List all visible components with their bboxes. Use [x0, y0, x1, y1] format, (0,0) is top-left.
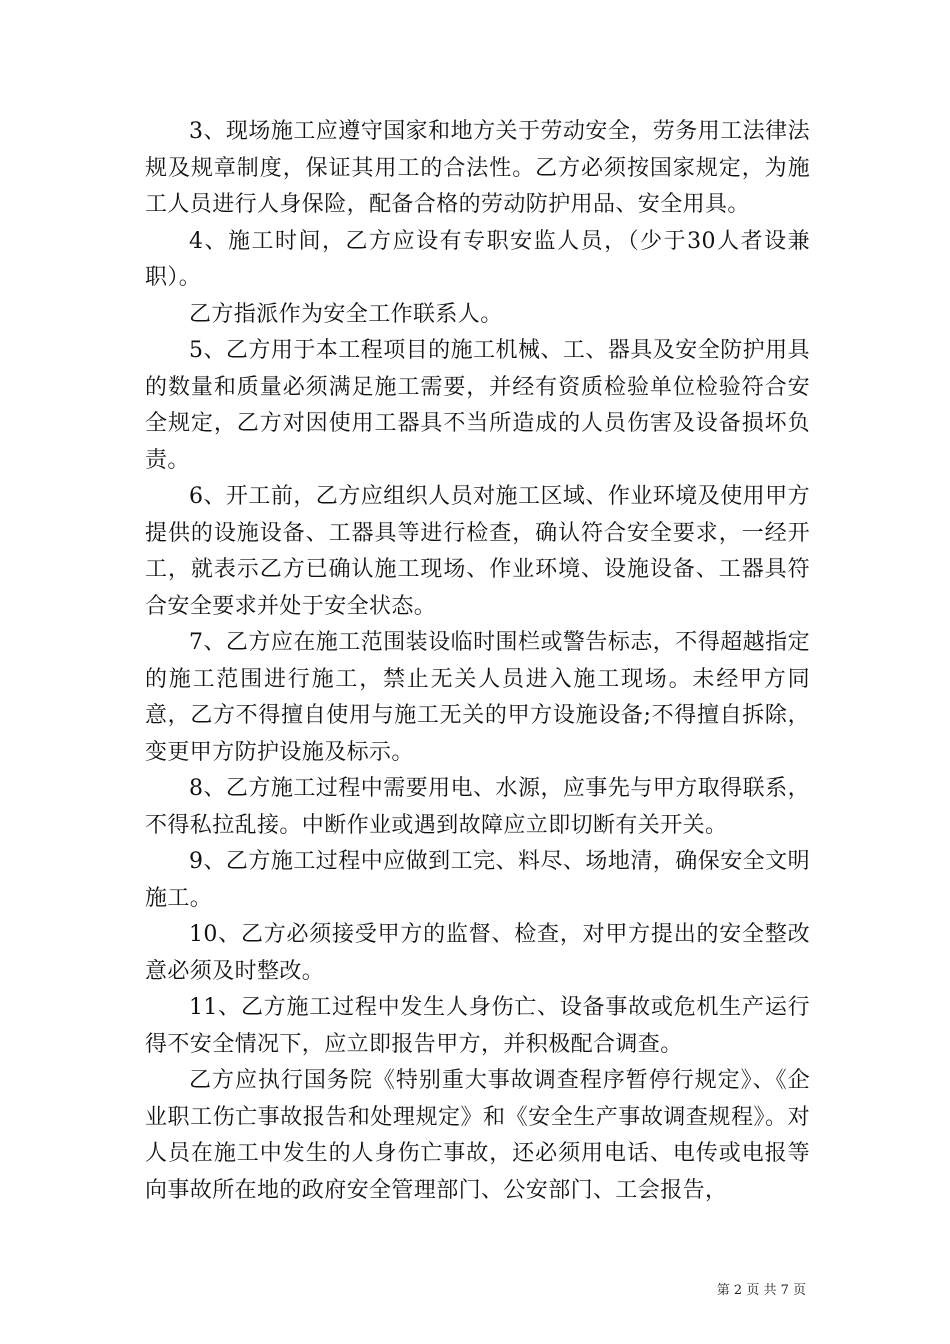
page-number: 第 2 页 共 7 页: [716, 1283, 806, 1298]
paragraph-clause-9: 9、乙方施工过程中应做到工完、料尽、场地清，确保安全文明施工。: [145, 849, 810, 911]
paragraph-clause-11: 11、乙方施工过程中发生人身伤亡、设备事故或危机生产运行得不安全情况下，应立即报告甲方，并积极配合调查。: [145, 995, 810, 1057]
paragraph-clause-7: 7、乙方应在施工范围装设临时围栏或警告标志，不得超越指定的施工范围进行施工，禁止无关人员进入施工现场。未经甲方同意，乙方不得擅自使用与施工无关的甲方设施设备;不得擅自拆除，变更甲方防护设施及标示。: [145, 630, 810, 765]
paragraph-clause-3: 3、现场施工应遵守国家和地方关于劳动安全，劳务用工法律法规及规章制度，保证其用工的合法性。乙方必须按国家规定，为施工人员进行人身保险，配备合格的劳动防护用品、安全用具。: [145, 119, 810, 217]
paragraph-clause-5: 5、乙方用于本工程项目的施工机械、工、器具及安全防护用具的数量和质量必须满足施工需要，并经有资质检验单位检验符合安全规定，乙方对因使用工器具不当所造成的人员伤害及设备损坏负责。: [145, 338, 810, 473]
paragraph-clause-4: 4、施工时间，乙方应设有专职安监人员，（少于30人者设兼职）。: [145, 228, 810, 290]
paragraph-regulations: 乙方应执行国务院《特别重大事故调查程序暂停行规定》、《企业职工伤亡事故报告和处理规定》和《安全生产事故调查规程》。对人员在施工中发生的人身伤亡事故，还必须用电话、电传或电报等向事故所在地的政府安全管理部门、公安部门、工会报告，: [145, 1068, 810, 1203]
paragraph-clause-6: 6、开工前，乙方应组织人员对施工区域、作业环境及使用甲方提供的设施设备、工器具等进行检查，确认符合安全要求，一经开工，就表示乙方已确认施工现场、作业环境、设施设备、工器具符合安全要求并处于安全状态。: [145, 484, 810, 619]
paragraph-clause-8: 8、乙方施工过程中需要用电、水源，应事先与甲方取得联系，不得私拉乱接。中断作业或遇到故障应立即切断有关开关。: [145, 776, 810, 838]
document-body: [145, 114, 810, 1209]
paragraph-contact-person: 乙方指派作为安全工作联系人。: [189, 301, 503, 327]
paragraph-clause-10: 10、乙方必须接受甲方的监督、检查，对甲方提出的安全整改意必须及时整改。: [145, 922, 810, 984]
